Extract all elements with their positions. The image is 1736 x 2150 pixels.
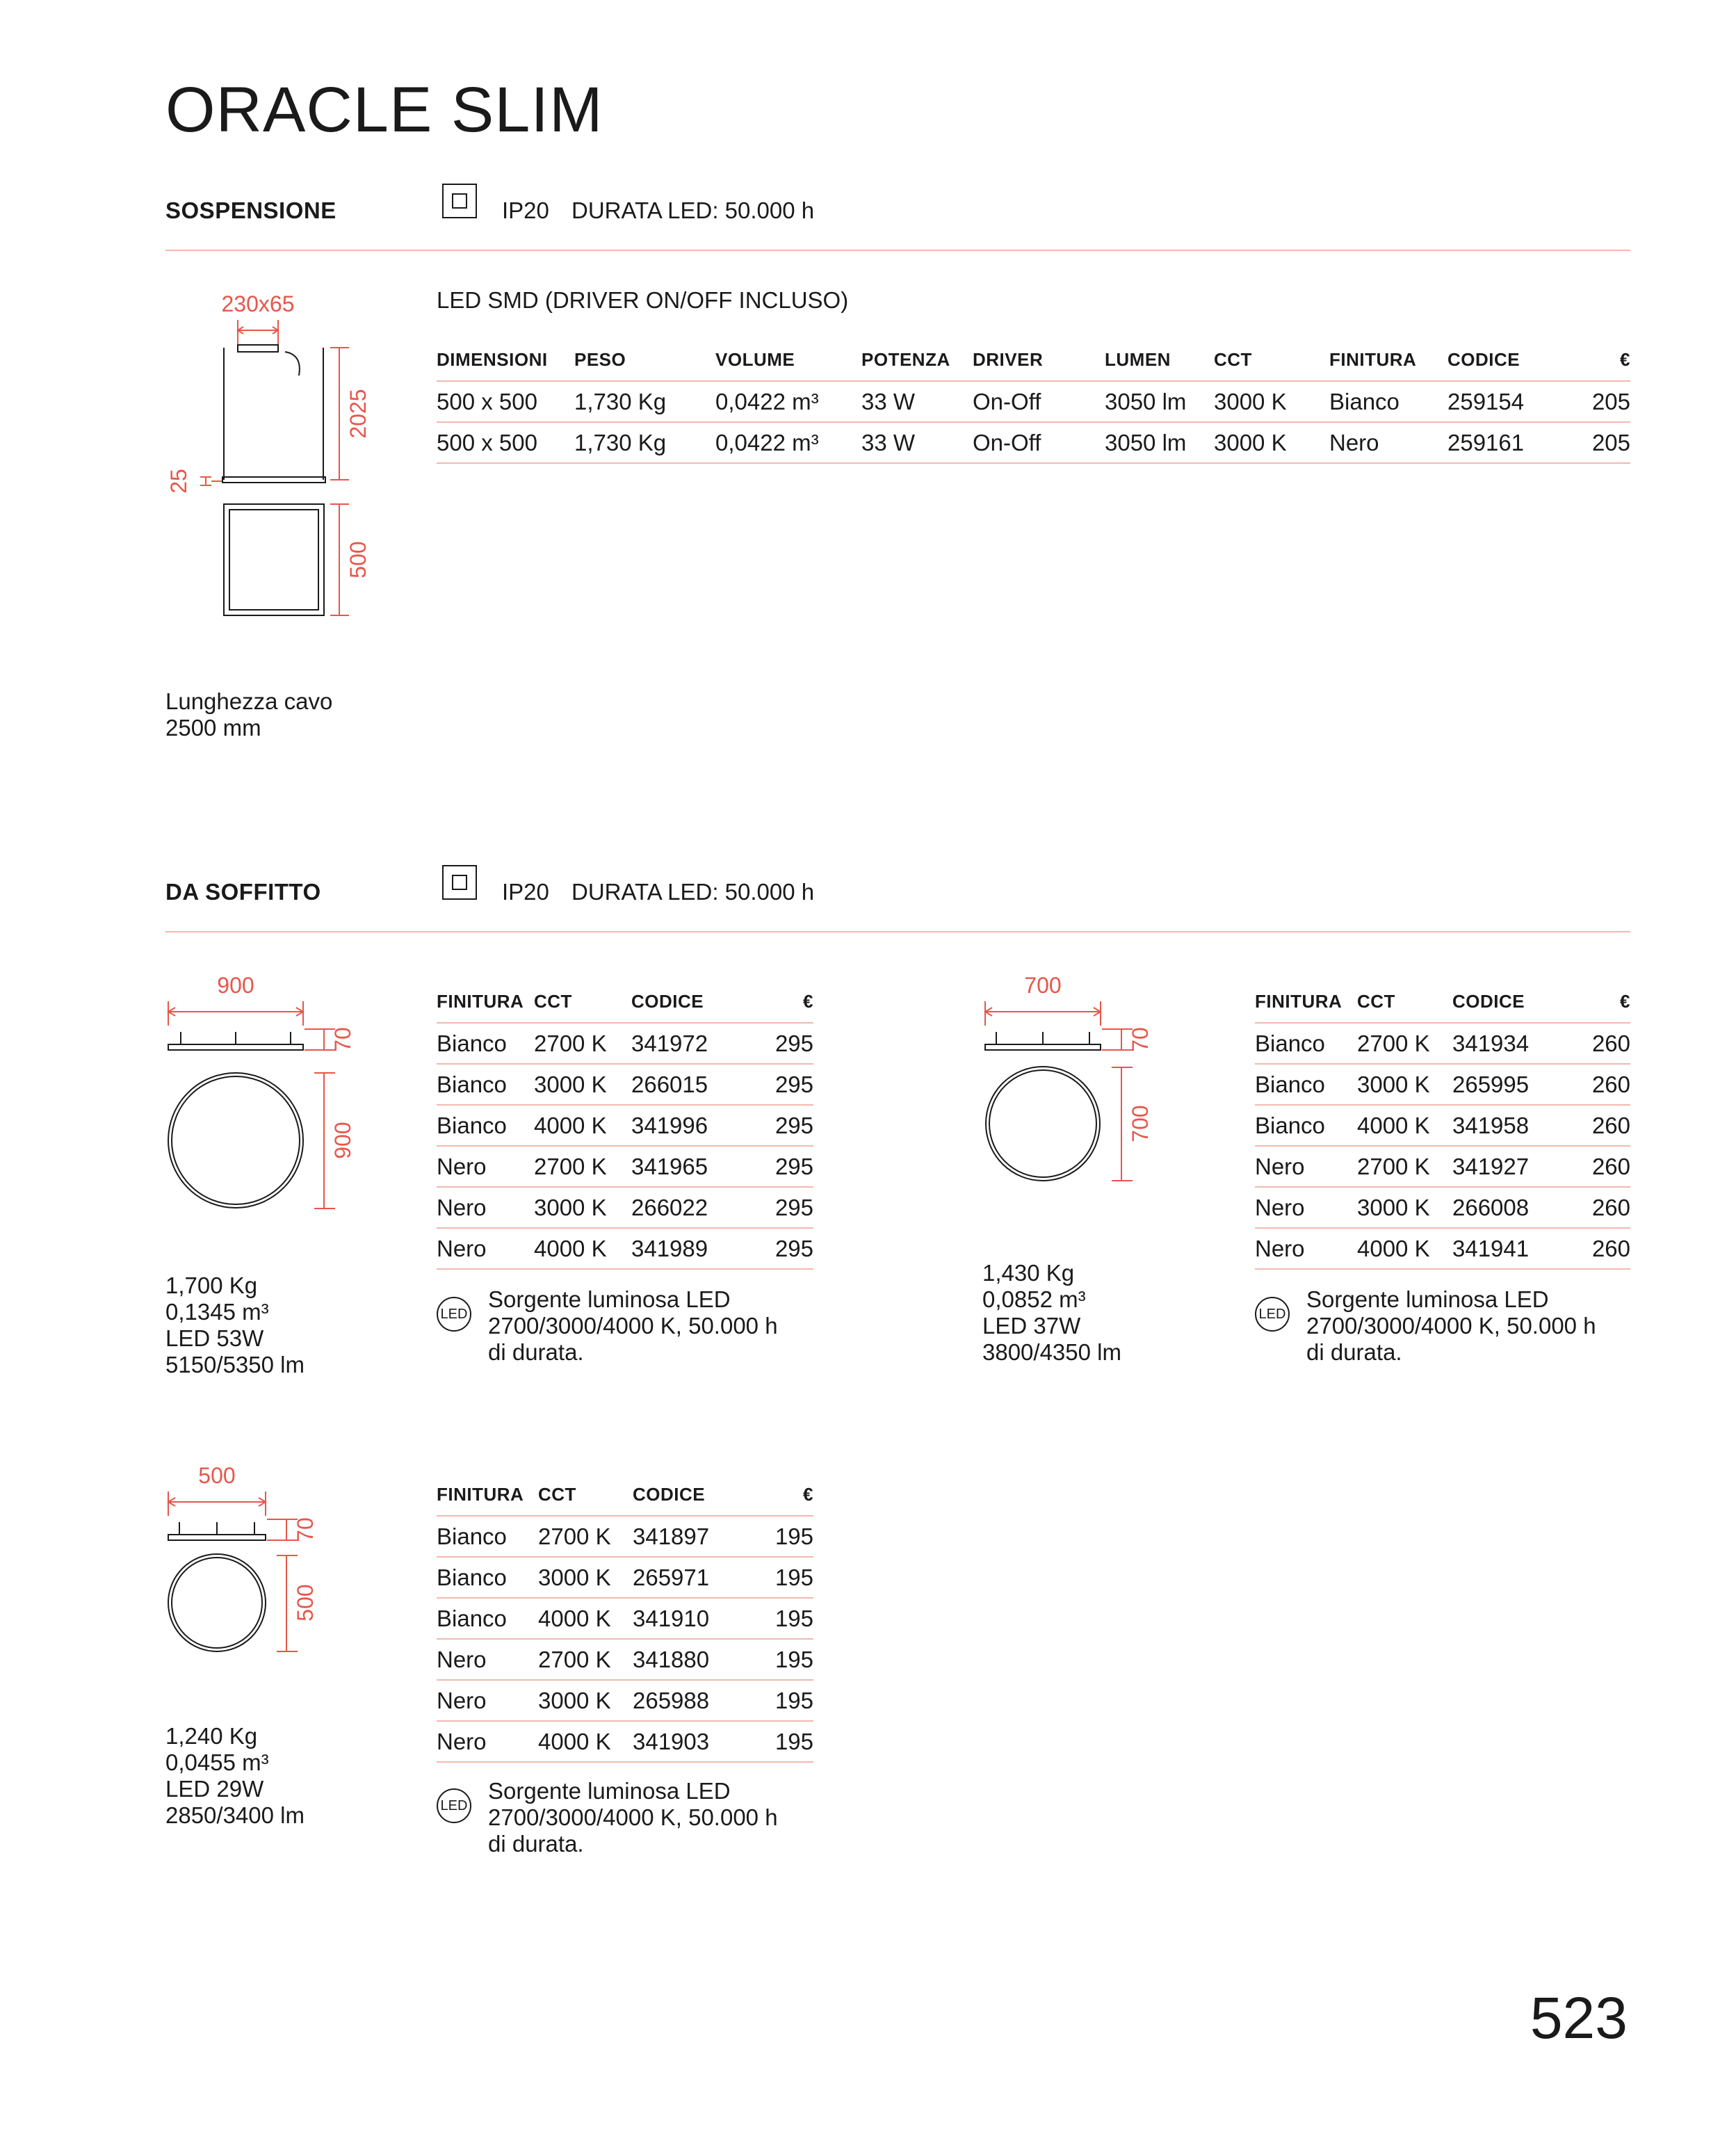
dim-width-label: 900 — [217, 973, 254, 998]
col-header: DIMENSIONI — [437, 349, 574, 381]
dim-width-label: 500 — [198, 1463, 236, 1488]
led-note-line: di durata. — [1306, 1339, 1402, 1365]
cell: 260 — [1571, 1187, 1630, 1228]
col-header: CCT — [1357, 991, 1452, 1023]
cell: 4000 K — [534, 1105, 631, 1146]
led-note-line: di durata. — [488, 1831, 584, 1857]
cell: Bianco — [437, 1598, 538, 1639]
led-note-line: di durata. — [488, 1339, 584, 1365]
dim-thickness-label: 25 — [166, 469, 191, 494]
cell: Nero — [1255, 1187, 1357, 1228]
cell: 295 — [753, 1023, 813, 1064]
table-row — [437, 1105, 813, 1146]
col-header: FINITURA — [1255, 991, 1357, 1023]
cell: 260 — [1571, 1105, 1630, 1146]
table-row — [437, 1516, 813, 1557]
col-header: € — [1571, 991, 1630, 1023]
col-header: LUMEN — [1105, 349, 1214, 381]
table-row — [1255, 1064, 1630, 1105]
suspension-drawing — [153, 278, 382, 626]
led-note-line: Sorgente luminosa LED — [488, 1778, 731, 1804]
cell: 260 — [1571, 1146, 1630, 1187]
spec-volume: 0,0455 m³ — [165, 1749, 269, 1775]
cell: 195 — [753, 1516, 813, 1557]
table-row — [437, 1557, 813, 1598]
col-header: CODICE — [1447, 349, 1569, 381]
led-icon: LED — [437, 1297, 471, 1332]
cell: Bianco — [1329, 381, 1447, 422]
section-label-soffitto: DA SOFFITTO — [165, 879, 321, 905]
product-specs — [982, 1260, 1121, 1366]
ceiling-700-drawing — [970, 960, 1199, 1189]
led-icon: LED — [437, 1788, 471, 1823]
cell: Nero — [1255, 1146, 1357, 1187]
section-divider — [165, 931, 1630, 932]
cell: 3000 K — [534, 1064, 631, 1105]
cell: Bianco — [437, 1064, 534, 1105]
cell: 500 x 500 — [437, 422, 574, 463]
led-note-line: Sorgente luminosa LED — [488, 1286, 731, 1312]
ip-rating: IP20 — [502, 197, 549, 223]
col-header: € — [753, 991, 813, 1023]
cell: 0,0422 m³ — [715, 381, 861, 422]
cell: Nero — [437, 1146, 534, 1187]
spec-power: LED 29W — [165, 1776, 264, 1802]
led-note-line: Sorgente luminosa LED — [1306, 1286, 1549, 1312]
table-row — [437, 381, 1630, 422]
col-header: FINITURA — [437, 991, 534, 1023]
col-header: CODICE — [1452, 991, 1571, 1023]
cell: 260 — [1571, 1228, 1630, 1269]
ip-rating: IP20 — [502, 879, 549, 905]
insulation-class-icon — [442, 184, 477, 218]
spec-power: LED 37W — [982, 1313, 1081, 1339]
section-divider — [165, 250, 1630, 251]
cell: 295 — [753, 1146, 813, 1187]
cell: Nero — [437, 1639, 538, 1680]
cell: 265995 — [1452, 1064, 1571, 1105]
cell: 3000 K — [538, 1680, 633, 1721]
led-note — [1306, 1286, 1596, 1366]
table-row — [1255, 1187, 1630, 1228]
cell: 4000 K — [538, 1598, 633, 1639]
table-row — [437, 422, 1630, 463]
dim-diameter-label: 500 — [293, 1584, 318, 1622]
cell: 259154 — [1447, 381, 1569, 422]
table-row — [1255, 1228, 1630, 1269]
cell: Nero — [437, 1680, 538, 1721]
cell: 4000 K — [538, 1721, 633, 1762]
cell: 341897 — [633, 1516, 753, 1557]
col-header: CODICE — [631, 991, 753, 1023]
suspension-table — [437, 349, 1630, 464]
ceiling-900-drawing — [153, 960, 382, 1217]
col-header: CODICE — [633, 1484, 753, 1516]
table-row — [437, 1639, 813, 1680]
cell: 3050 lm — [1105, 422, 1214, 463]
cell: 195 — [753, 1680, 813, 1721]
cell: 341927 — [1452, 1146, 1571, 1187]
cell: 259161 — [1447, 422, 1569, 463]
spec-weight: 1,700 Kg — [165, 1272, 258, 1298]
cell: 1,730 Kg — [574, 381, 715, 422]
cell: 195 — [753, 1557, 813, 1598]
page-title: ORACLE SLIM — [165, 74, 603, 145]
cell: 295 — [753, 1064, 813, 1105]
ceiling-900-table — [437, 991, 813, 1270]
cell: 2700 K — [538, 1516, 633, 1557]
cell: 2700 K — [1357, 1146, 1452, 1187]
cell: 341910 — [633, 1598, 753, 1639]
dim-diameter-label: 700 — [1128, 1105, 1153, 1142]
col-header: CCT — [538, 1484, 633, 1516]
cell: 3000 K — [1214, 381, 1329, 422]
col-header: DRIVER — [973, 349, 1105, 381]
led-note-line: 2700/3000/4000 K, 50.000 h — [488, 1313, 778, 1339]
spec-volume: 0,0852 m³ — [982, 1286, 1086, 1312]
cell: 341958 — [1452, 1105, 1571, 1146]
dim-width-label: 700 — [1024, 973, 1062, 998]
cell: 500 x 500 — [437, 381, 574, 422]
col-header: POTENZA — [861, 349, 973, 381]
table-row — [437, 1146, 813, 1187]
table-row — [437, 1023, 813, 1064]
col-header: FINITURA — [1329, 349, 1447, 381]
cell: Bianco — [1255, 1064, 1357, 1105]
insulation-class-icon — [442, 865, 477, 900]
cell: Bianco — [437, 1557, 538, 1598]
col-header: € — [753, 1484, 813, 1516]
cell: 3050 lm — [1105, 381, 1214, 422]
product-specs — [165, 1272, 305, 1378]
cell: 265988 — [633, 1680, 753, 1721]
col-header: CCT — [1214, 349, 1329, 381]
cell: 2700 K — [534, 1023, 631, 1064]
section-label-sospensione: SOSPENSIONE — [165, 197, 336, 223]
spec-power: LED 53W — [165, 1325, 264, 1351]
cell: Nero — [1329, 422, 1447, 463]
cell: Bianco — [437, 1023, 534, 1064]
dim-size-label: 500 — [346, 541, 371, 579]
dim-height-label: 70 — [293, 1517, 318, 1542]
dim-height-label: 70 — [330, 1027, 355, 1052]
cell: 3000 K — [1357, 1064, 1452, 1105]
cell: Nero — [437, 1721, 538, 1762]
led-lifetime: DURATA LED: 50.000 h — [571, 879, 815, 905]
col-header: VOLUME — [715, 349, 861, 381]
cell: Bianco — [437, 1516, 538, 1557]
spec-weight: 1,240 Kg — [165, 1723, 258, 1749]
table-row — [437, 1228, 813, 1269]
product-subtitle: LED SMD (DRIVER ON/OFF INCLUSO) — [437, 287, 849, 313]
dim-height-label: 2025 — [346, 389, 371, 439]
cell: 341903 — [633, 1721, 753, 1762]
cell: 205 — [1569, 381, 1630, 422]
cell: 341941 — [1452, 1228, 1571, 1269]
spec-weight: 1,430 Kg — [982, 1260, 1075, 1286]
table-row — [1255, 1146, 1630, 1187]
ceiling-500-table — [437, 1484, 813, 1763]
col-header: PESO — [574, 349, 715, 381]
cell: 4000 K — [1357, 1105, 1452, 1146]
cell: Nero — [437, 1187, 534, 1228]
dim-top-label: 230x65 — [221, 291, 295, 316]
cell: Bianco — [1255, 1105, 1357, 1146]
cell: 205 — [1569, 422, 1630, 463]
cell: 4000 K — [1357, 1228, 1452, 1269]
col-header: FINITURA — [437, 1484, 538, 1516]
cell: 3000 K — [1214, 422, 1329, 463]
led-icon: LED — [1255, 1297, 1290, 1332]
cell: 341880 — [633, 1639, 753, 1680]
cell: 266008 — [1452, 1187, 1571, 1228]
product-specs — [165, 1723, 305, 1829]
led-lifetime: DURATA LED: 50.000 h — [571, 197, 815, 223]
cell: Nero — [437, 1228, 534, 1269]
cell: 2700 K — [1357, 1023, 1452, 1064]
cell: 195 — [753, 1721, 813, 1762]
cable-length-value: 2500 mm — [165, 715, 261, 741]
cell: On-Off — [973, 381, 1105, 422]
cell: 266015 — [631, 1064, 753, 1105]
cell: 0,0422 m³ — [715, 422, 861, 463]
cell: 295 — [753, 1105, 813, 1146]
table-row — [1255, 1105, 1630, 1146]
cell: Nero — [1255, 1228, 1357, 1269]
col-header: € — [1569, 349, 1630, 381]
cell: 2700 K — [534, 1146, 631, 1187]
cell: 260 — [1571, 1023, 1630, 1064]
table-row — [437, 1721, 813, 1762]
cell: 3000 K — [1357, 1187, 1452, 1228]
dim-height-label: 70 — [1128, 1027, 1153, 1052]
spec-lumen: 3800/4350 lm — [982, 1339, 1121, 1365]
table-row — [437, 1064, 813, 1105]
table-row — [437, 1680, 813, 1721]
cell: 4000 K — [534, 1228, 631, 1269]
table-row — [437, 1598, 813, 1639]
spec-lumen: 2850/3400 lm — [165, 1802, 305, 1828]
cell: 260 — [1571, 1064, 1630, 1105]
cell: On-Off — [973, 422, 1105, 463]
cell: 341996 — [631, 1105, 753, 1146]
cell: 295 — [753, 1187, 813, 1228]
cell: 195 — [753, 1598, 813, 1639]
led-note — [488, 1286, 778, 1366]
ceiling-500-drawing — [153, 1457, 382, 1679]
cell: 2700 K — [538, 1639, 633, 1680]
cell: 265971 — [633, 1557, 753, 1598]
cell: 341934 — [1452, 1023, 1571, 1064]
cell: 33 W — [861, 422, 973, 463]
cell: 295 — [753, 1228, 813, 1269]
cell: 266022 — [631, 1187, 753, 1228]
dim-diameter-label: 900 — [330, 1122, 355, 1159]
cell: 341989 — [631, 1228, 753, 1269]
cable-length-label: Lunghezza cavo — [165, 688, 333, 714]
cell: 33 W — [861, 381, 973, 422]
cell: 341965 — [631, 1146, 753, 1187]
led-note-line: 2700/3000/4000 K, 50.000 h — [1306, 1313, 1596, 1339]
cell: 341972 — [631, 1023, 753, 1064]
cell: 3000 K — [534, 1187, 631, 1228]
col-header: CCT — [534, 991, 631, 1023]
cell: 1,730 Kg — [574, 422, 715, 463]
cell: Bianco — [1255, 1023, 1357, 1064]
led-note — [488, 1778, 778, 1857]
spec-volume: 0,1345 m³ — [165, 1299, 269, 1325]
led-note-line: 2700/3000/4000 K, 50.000 h — [488, 1804, 778, 1830]
spec-lumen: 5150/5350 lm — [165, 1352, 305, 1377]
cell: 195 — [753, 1639, 813, 1680]
table-row — [1255, 1023, 1630, 1064]
ceiling-700-table — [1255, 991, 1630, 1270]
table-row — [437, 1187, 813, 1228]
cell: 3000 K — [538, 1557, 633, 1598]
cell: Bianco — [437, 1105, 534, 1146]
page-number: 523 — [1530, 1985, 1628, 2051]
